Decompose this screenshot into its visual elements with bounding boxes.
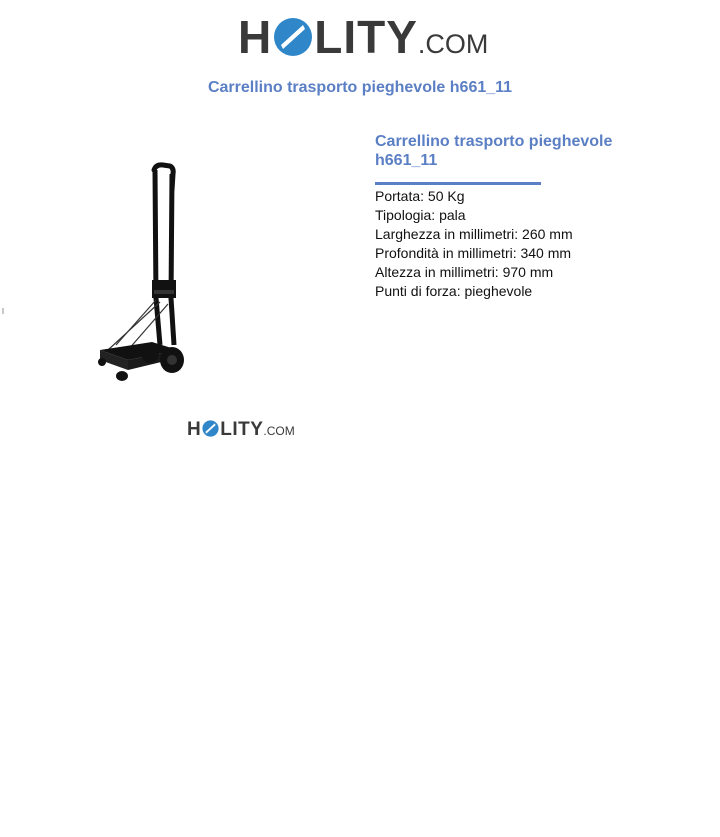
folding-trolley-image	[88, 160, 198, 385]
watermark-suffix: .COM	[263, 424, 295, 438]
watermark-o-icon	[202, 420, 219, 437]
title-divider	[375, 182, 541, 185]
spec-list	[375, 187, 675, 301]
watermark-text-h: H	[187, 419, 202, 440]
spec-portata: Portata: 50 Kg	[375, 188, 465, 204]
logo-text-lity: LITY	[314, 11, 418, 63]
page-title: Carrellino trasporto pieghevole h661_11	[207, 79, 513, 96]
spec-profondita: Profondità in millimetri: 340 mm	[375, 245, 572, 261]
product-title: Carrellino trasporto pieghevole h661_11	[375, 133, 613, 169]
logo-suffix: .COM	[417, 29, 489, 59]
holity-logo[interactable]	[238, 12, 488, 69]
product-info	[375, 132, 675, 301]
watermark-text-lity: LITY	[220, 419, 264, 440]
spec-punti-di-forza: Punti di forza: pieghevole	[375, 283, 533, 299]
spec-tipologia: Tipologia: pala	[375, 207, 466, 223]
logo-o-icon	[273, 17, 313, 57]
edge-mark	[2, 308, 4, 314]
logo-text-h: H	[238, 11, 273, 63]
spec-altezza: Altezza in millimetri: 970 mm	[375, 264, 554, 280]
spec-larghezza: Larghezza in millimetri: 260 mm	[375, 226, 573, 242]
product-image	[88, 160, 198, 385]
watermark-logo	[187, 418, 295, 441]
